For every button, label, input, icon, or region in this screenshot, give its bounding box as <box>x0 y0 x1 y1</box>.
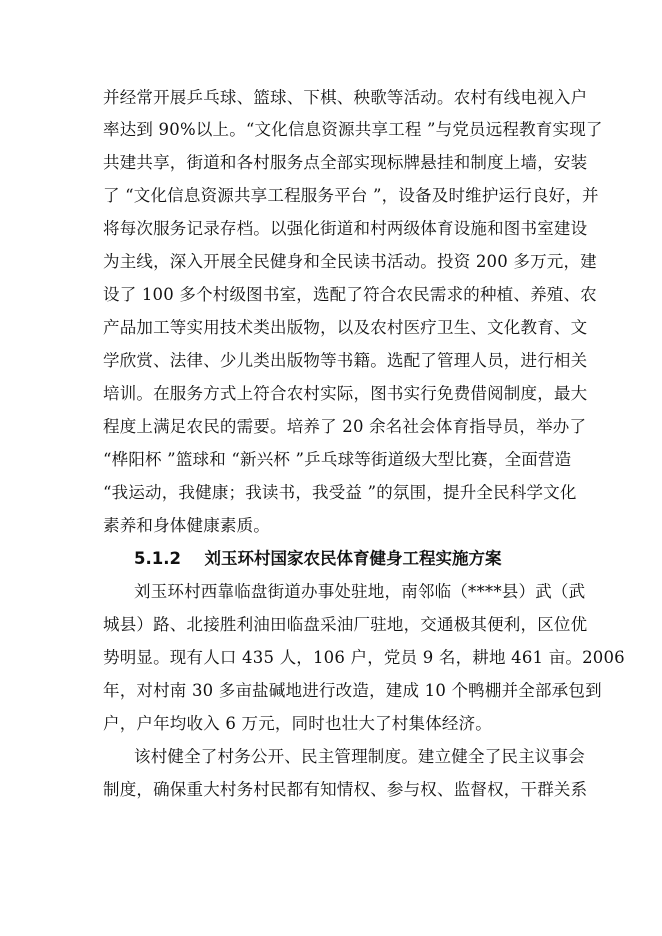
text-line: 程度上满足农民的需要。培养了 20 余名社会体育指导员，举办了 <box>103 417 587 436</box>
text-line: “我运动，我健康；我读书，我受益 ”的氛围，提升全民科学文化 <box>103 483 577 502</box>
text-line: 户，户年均收入 6 万元，同时也壮大了村集体经济。 <box>103 714 492 733</box>
text-line: 该村健全了村务公开、民主管理制度。建立健全了民主议事会 <box>134 747 585 766</box>
section-number: 5.1.2 <box>134 549 181 568</box>
text-line: 将每次服务记录存档。以强化街道和村两级体育设施和图书室建设 <box>103 219 588 238</box>
text-line: 制度，确保重大村务村民都有知情权、参与权、监督权，干群关系 <box>103 780 588 799</box>
text-line: 势明显。现有人口 435 人，106 户，党员 9 名，耕地 461 亩。2006 <box>103 648 625 667</box>
text-line: 刘玉环村西靠临盘街道办事处驻地，南邻临（****县）武（武 <box>134 582 586 601</box>
text-line: “桦阳杯 ”篮球和 “新兴杯 ”乒乓球等街道级大型比赛，全面营造 <box>103 450 572 469</box>
text-line: 培训。在服务方式上符合农村实际，图书实行免费借阅制度，最大 <box>103 384 588 403</box>
text-line: 了 “文化信息资源共享工程服务平台 ”，设备及时维护运行良好，并 <box>103 186 599 205</box>
text-line: 为主线，深入开展全民健身和全民读书活动。投资 200 多万元，建 <box>103 252 597 271</box>
text-line: 素养和身体健康素质。 <box>103 516 270 535</box>
section-title: 刘玉环村国家农民体育健身工程实施方案 <box>204 549 502 568</box>
text-line: 率达到 90%以上。“文化信息资源共享工程 ”与党员远程教育实现了 <box>103 120 603 139</box>
text-line: 年，对村南 30 多亩盐碱地进行改造，建成 10 个鸭棚并全部承包到 <box>103 681 602 700</box>
text-line: 设了 100 多个村级图书室，选配了符合农民需求的种植、养殖、农 <box>103 285 597 304</box>
text-line: 产品加工等实用技术类出版物，以及农村医疗卫生、文化教育、文 <box>103 318 588 337</box>
text-line: 共建共享，街道和各村服务点全部实现标牌悬挂和制度上墙，安装 <box>103 153 588 172</box>
text-line: 城县）路、北接胜利油田临盘采油厂驻地，交通极其便利，区位优 <box>103 615 588 634</box>
section-heading <box>134 549 563 571</box>
text-line: 并经常开展乒乓球、篮球、下棋、秧歌等活动。农村有线电视入户 <box>103 88 588 107</box>
text-line: 学欣赏、法律、少儿类出版物等书籍。选配了管理人员，进行相关 <box>103 351 588 370</box>
